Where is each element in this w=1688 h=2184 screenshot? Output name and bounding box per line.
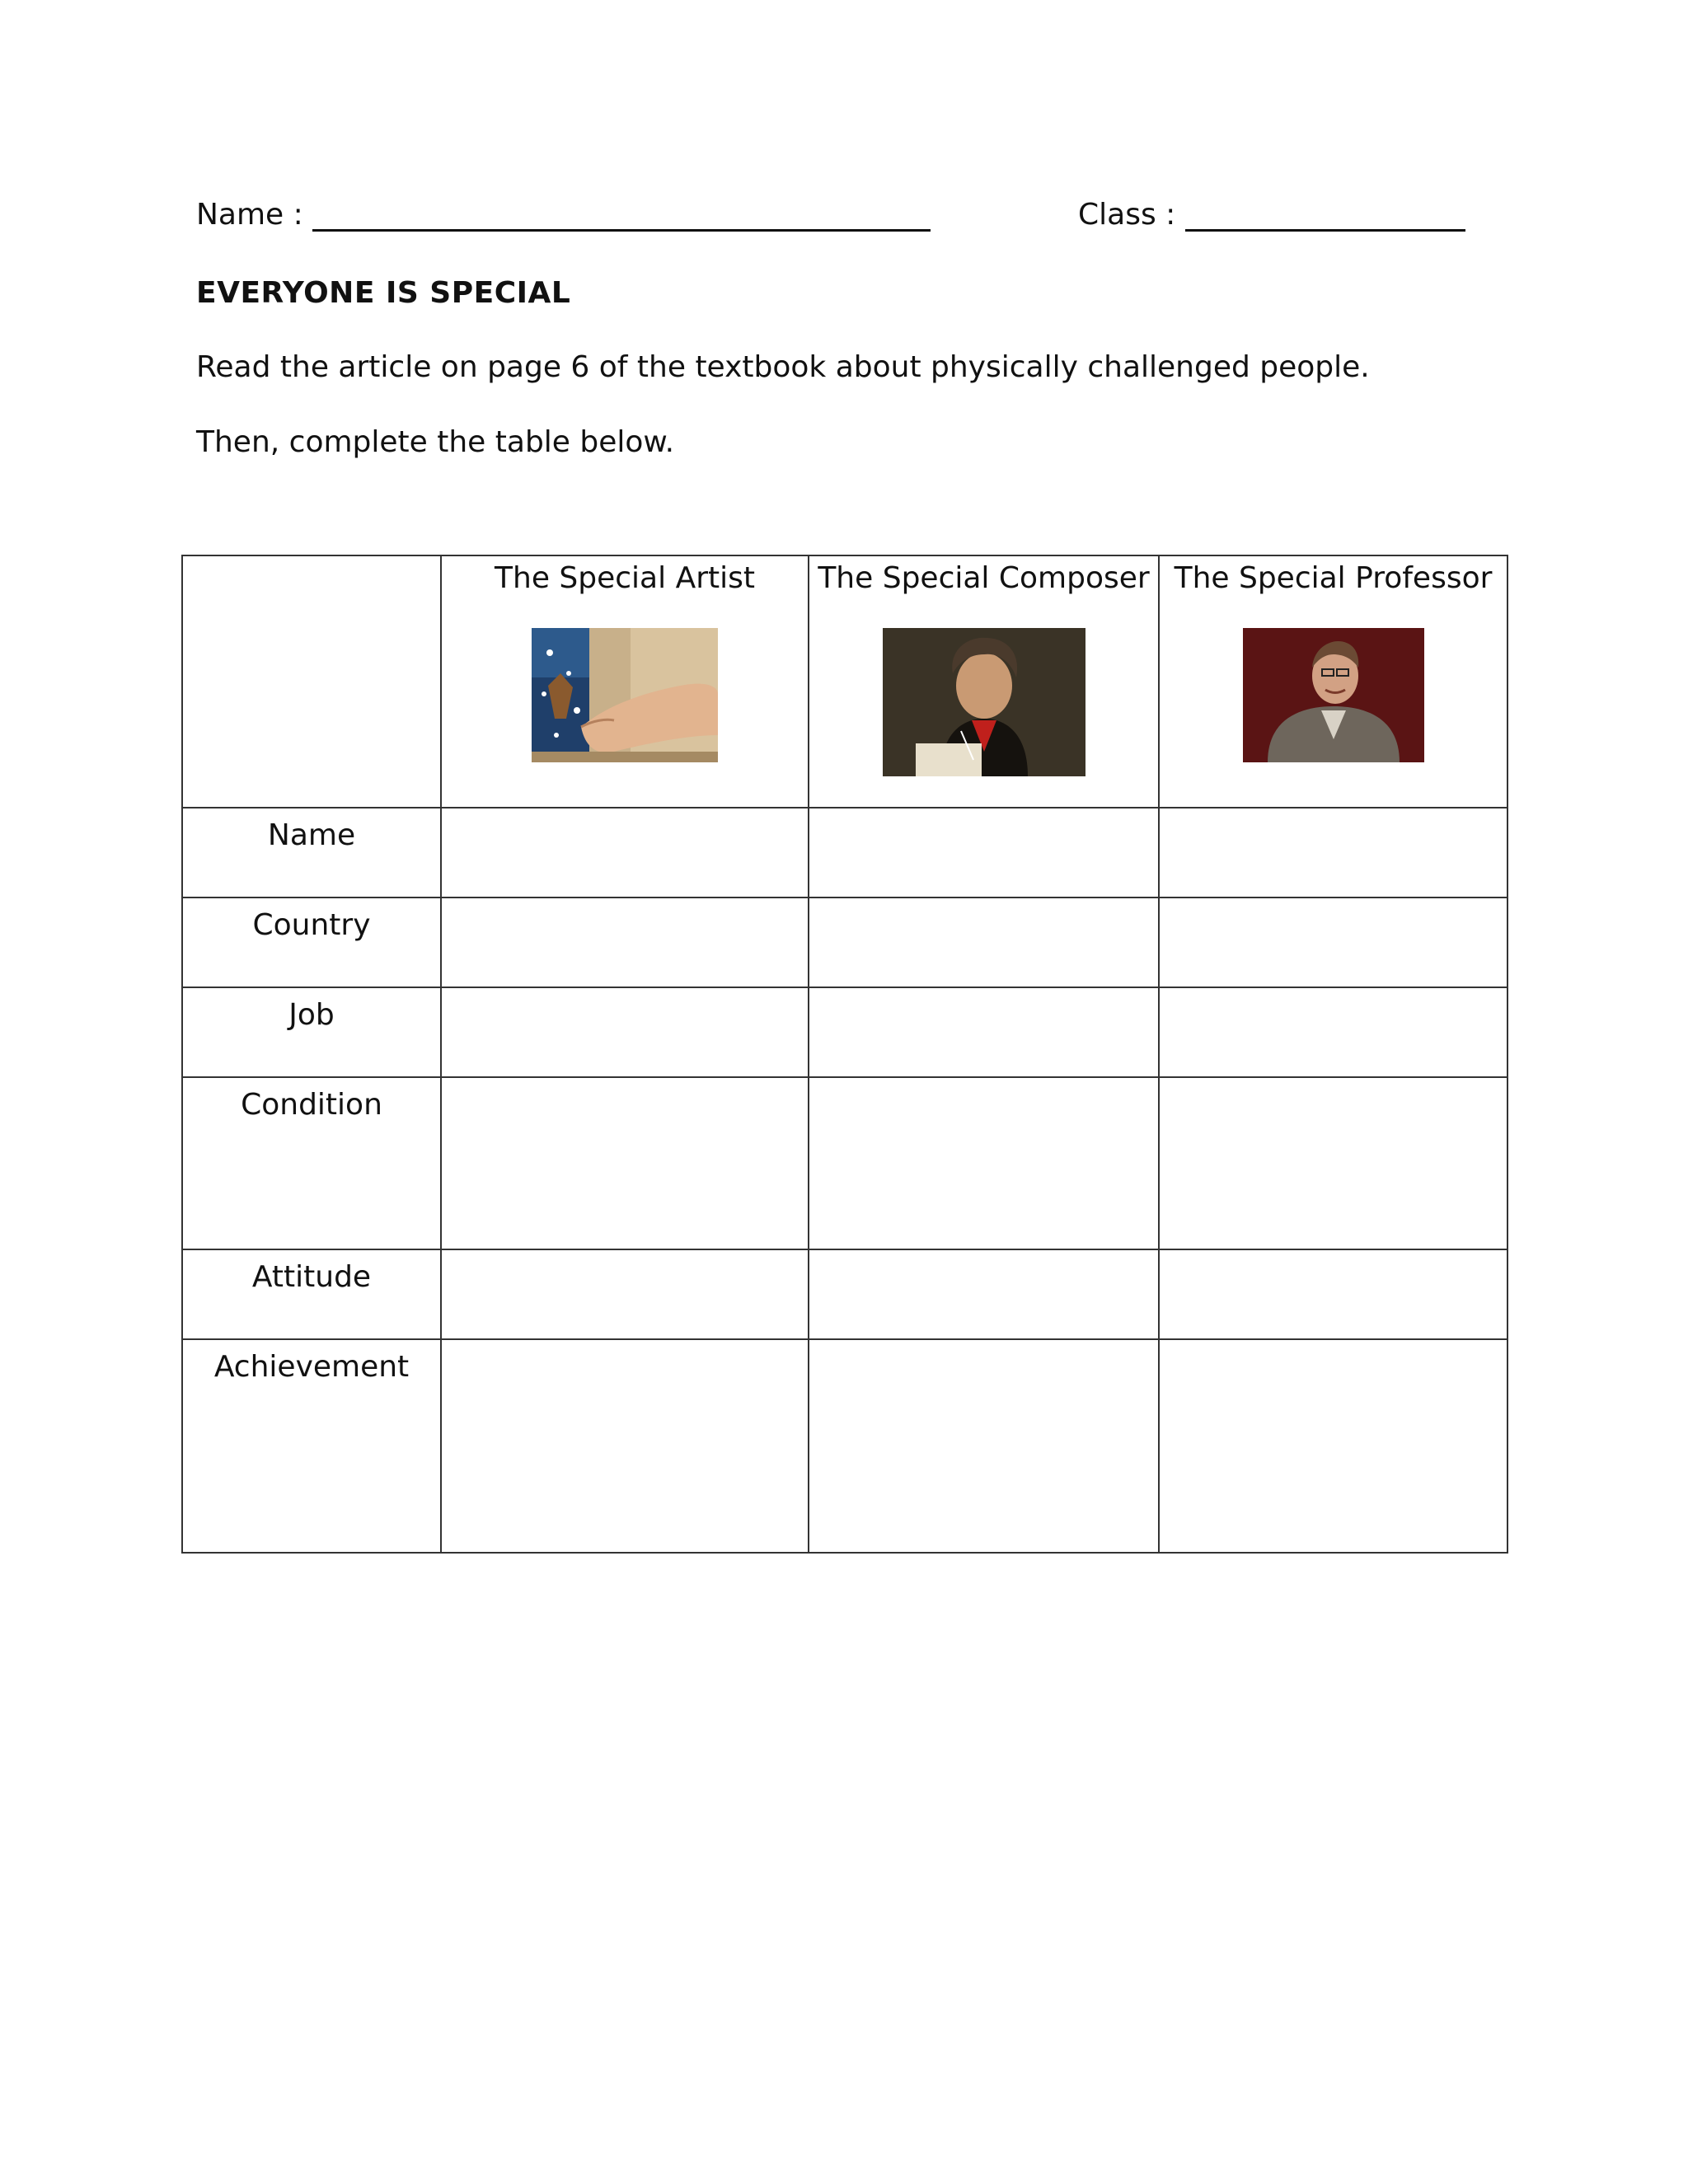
column-title: The Special Artist bbox=[495, 561, 755, 595]
worksheet-table bbox=[181, 555, 1508, 1554]
instruction-2: Then, complete the table below. bbox=[196, 425, 675, 459]
name-blank[interactable] bbox=[312, 199, 931, 232]
answer-cell[interactable] bbox=[1159, 1249, 1507, 1339]
professor-photo bbox=[1243, 628, 1424, 762]
row-label-condition: Condition bbox=[182, 1077, 441, 1249]
answer-cell[interactable] bbox=[809, 898, 1159, 987]
table-row bbox=[182, 1249, 1507, 1339]
answer-cell[interactable] bbox=[809, 808, 1159, 898]
answer-cell[interactable] bbox=[441, 898, 809, 987]
table-row bbox=[182, 987, 1507, 1077]
row-label-name: Name bbox=[182, 808, 441, 898]
name-label: Name : bbox=[196, 198, 303, 232]
column-header-professor bbox=[1159, 555, 1507, 808]
answer-cell[interactable] bbox=[441, 1077, 809, 1249]
table-row bbox=[182, 1077, 1507, 1249]
row-label-job: Job bbox=[182, 987, 441, 1077]
answer-cell[interactable] bbox=[1159, 1339, 1507, 1553]
class-blank[interactable] bbox=[1185, 199, 1465, 232]
answer-cell[interactable] bbox=[441, 987, 809, 1077]
table-row bbox=[182, 1339, 1507, 1553]
row-label-country: Country bbox=[182, 898, 441, 987]
answer-cell[interactable] bbox=[1159, 898, 1507, 987]
row-label-attitude: Attitude bbox=[182, 1249, 441, 1339]
table-row bbox=[182, 808, 1507, 898]
column-title: The Special Composer bbox=[818, 561, 1150, 595]
name-field bbox=[196, 198, 931, 232]
worksheet-title: EVERYONE IS SPECIAL bbox=[196, 276, 571, 310]
answer-cell[interactable] bbox=[441, 1339, 809, 1553]
row-label-achievement: Achievement bbox=[182, 1339, 441, 1553]
column-header-artist bbox=[441, 555, 809, 808]
corner-cell bbox=[182, 555, 441, 808]
answer-cell[interactable] bbox=[809, 1339, 1159, 1553]
table-row bbox=[182, 898, 1507, 987]
table-header-row bbox=[182, 555, 1507, 808]
foot-painting-image bbox=[532, 628, 718, 762]
class-field bbox=[1078, 198, 1465, 232]
column-header-composer bbox=[809, 555, 1159, 808]
answer-cell[interactable] bbox=[809, 1077, 1159, 1249]
answer-cell[interactable] bbox=[1159, 1077, 1507, 1249]
artist-photo bbox=[532, 628, 718, 762]
instruction-1: Read the article on page 6 of the textbook about physically challenged people. bbox=[196, 350, 1370, 384]
composer-photo bbox=[883, 628, 1085, 776]
answer-cell[interactable] bbox=[441, 808, 809, 898]
answer-cell[interactable] bbox=[1159, 808, 1507, 898]
answer-cell[interactable] bbox=[1159, 987, 1507, 1077]
column-title: The Special Professor bbox=[1174, 561, 1493, 595]
answer-cell[interactable] bbox=[809, 1249, 1159, 1339]
composer-portrait-image bbox=[883, 628, 1085, 776]
professor-portrait-image bbox=[1243, 628, 1424, 762]
answer-cell[interactable] bbox=[441, 1249, 809, 1339]
class-label: Class : bbox=[1078, 198, 1176, 232]
answer-cell[interactable] bbox=[809, 987, 1159, 1077]
